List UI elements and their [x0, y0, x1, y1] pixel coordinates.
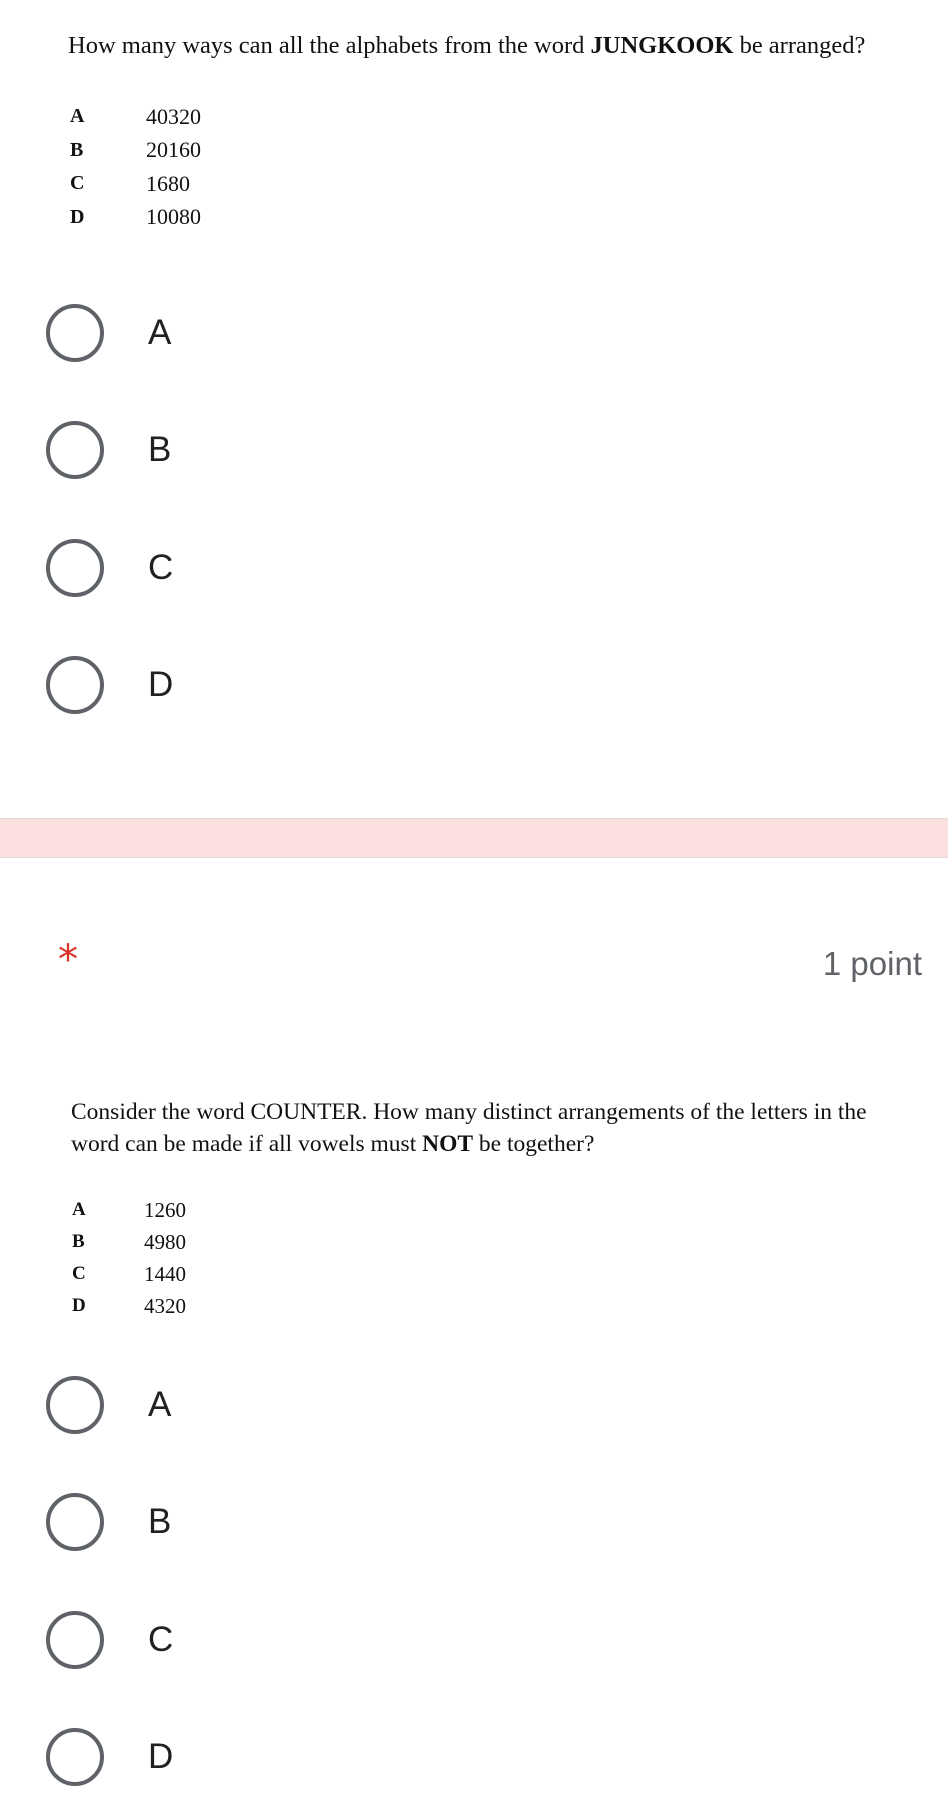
points-label: 1 point [822, 945, 922, 982]
choice-row [72, 1226, 186, 1258]
choice-value: 1260 [144, 1197, 186, 1222]
radio-circle-icon[interactable] [46, 1376, 104, 1434]
choice-letter: B [70, 138, 84, 161]
choice-letter: C [72, 1263, 86, 1284]
choice-letter: D [72, 1295, 86, 1316]
choice-value: 10080 [146, 204, 201, 230]
choice-value: 40320 [146, 103, 201, 129]
radio-label: C [148, 1620, 174, 1659]
radio-option-c[interactable] [46, 1610, 906, 1670]
radio-circle-icon[interactable] [46, 1728, 104, 1786]
choice-row [70, 134, 201, 168]
radio-option-a[interactable] [46, 1375, 906, 1435]
radio-label: A [148, 1385, 172, 1424]
choice-letter: C [70, 172, 85, 195]
choice-row [72, 1258, 186, 1290]
radio-label: B [148, 430, 172, 469]
radio-option-b[interactable] [46, 1492, 906, 1552]
radio-label: D [148, 1737, 174, 1776]
choice-value: 1680 [146, 170, 190, 196]
question-2-choices [72, 1194, 186, 1322]
choice-row [70, 167, 201, 201]
radio-circle-icon[interactable] [46, 1493, 104, 1551]
radio-label: D [148, 665, 174, 704]
radio-circle-icon[interactable] [46, 1611, 104, 1669]
choice-row [72, 1290, 186, 1322]
required-marker: * [58, 937, 78, 983]
choice-letter: A [72, 1199, 86, 1220]
question-1-text: How many ways can all the alphabets from the word JUNGKOOK be arranged? [68, 32, 866, 59]
choice-row [70, 201, 201, 235]
choice-value: 4320 [144, 1293, 186, 1318]
radio-option-d[interactable] [46, 655, 906, 715]
question-2-text: Consider the word COUNTER. How many distinct arrangements of the letters in the word can be made if all vowels must NOT be together? [71, 1099, 867, 1157]
choice-row [70, 100, 201, 134]
choice-letter: B [72, 1231, 85, 1252]
radio-option-d[interactable] [46, 1727, 906, 1787]
radio-label: B [148, 1502, 172, 1541]
section-divider [0, 818, 948, 858]
choice-value: 20160 [146, 137, 201, 163]
radio-circle-icon[interactable] [46, 304, 104, 362]
choice-letter: D [70, 205, 85, 228]
choice-letter: A [70, 105, 85, 128]
radio-option-a[interactable] [46, 303, 906, 363]
radio-label: C [148, 548, 174, 587]
radio-option-b[interactable] [46, 420, 906, 480]
radio-circle-icon[interactable] [46, 421, 104, 479]
radio-circle-icon[interactable] [46, 539, 104, 597]
choice-value: 4980 [144, 1229, 186, 1254]
radio-label: A [148, 313, 172, 352]
choice-row [72, 1194, 186, 1226]
radio-circle-icon[interactable] [46, 656, 104, 714]
choice-value: 1440 [144, 1261, 186, 1286]
question-1-choices [70, 100, 201, 234]
radio-option-c[interactable] [46, 538, 906, 598]
